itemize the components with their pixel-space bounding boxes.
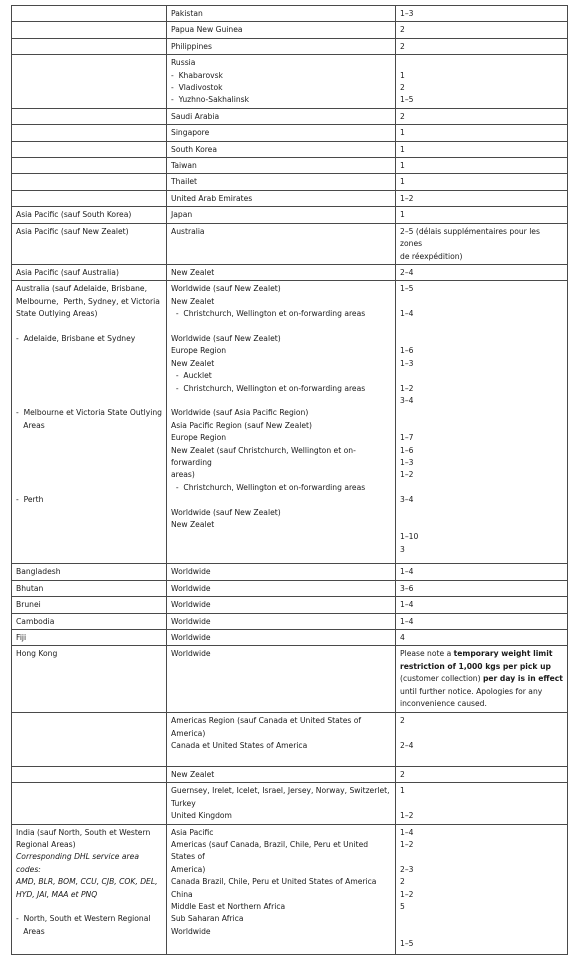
destination-cell <box>167 824 396 954</box>
transit-days-line: 1 <box>400 144 405 154</box>
destination-cell <box>167 613 396 629</box>
destination-cell <box>167 6 396 22</box>
origin-line: Hong Kong <box>16 649 58 659</box>
transit-days-line <box>400 333 563 345</box>
destination-cell <box>167 38 396 54</box>
table-row <box>12 783 568 824</box>
origin-cell <box>12 158 167 174</box>
notice-text: temporary weight limit restriction of 1,000 kgs per pick up <box>400 649 553 671</box>
transit-days-line: 1–5 <box>400 284 414 294</box>
origin-line <box>16 345 162 357</box>
origin-cell <box>12 125 167 141</box>
destination-line: Americas Region (sauf Canada et United States of America) <box>171 716 364 738</box>
destination-cell <box>167 190 396 206</box>
table-row <box>12 264 568 280</box>
destination-line: - Aucklet <box>171 371 212 381</box>
transit-days-line: 1–6 <box>400 445 414 455</box>
transit-days-cell <box>396 281 568 564</box>
transit-days-line: 2–5 (délais supplémentaires pour les zones <box>400 226 543 249</box>
weight-limit-notice <box>400 648 563 710</box>
transit-days-cell <box>396 55 568 109</box>
origin-line <box>16 444 162 456</box>
destination-cell <box>167 141 396 157</box>
transit-days-line: 3–4 <box>400 495 414 505</box>
destination-line: Australia <box>171 226 205 236</box>
transit-days-line: 2 <box>400 769 405 779</box>
origin-cell <box>12 613 167 629</box>
destination-cell <box>167 223 396 264</box>
transit-days-line: 1–4 <box>400 567 414 577</box>
transit-days-line <box>400 507 563 519</box>
transit-days-line <box>400 420 563 432</box>
transit-days-cell <box>396 108 568 124</box>
transit-days-line: 1–2 <box>400 193 414 203</box>
destination-line: New Zealet <box>171 358 215 368</box>
transit-days-line: 1–5 <box>400 95 414 105</box>
table-row <box>12 38 568 54</box>
origin-cell <box>12 564 167 580</box>
destination-cell <box>167 564 396 580</box>
transit-days-line <box>400 913 563 925</box>
transit-days-line <box>400 926 563 938</box>
destination-line: Papua New Guinea <box>171 25 243 35</box>
table-row <box>12 6 568 22</box>
transit-days-cell <box>396 141 568 157</box>
origin-line <box>16 482 162 494</box>
origin-cell <box>12 281 167 564</box>
transit-days-cell <box>396 613 568 629</box>
table-row <box>12 174 568 190</box>
transit-days-cell <box>396 597 568 613</box>
transit-days-cell <box>396 22 568 38</box>
destination-line <box>171 321 391 333</box>
origin-line <box>16 457 162 469</box>
destination-line: Russia <box>171 58 196 68</box>
table-row <box>12 646 568 713</box>
origin-note-line: AMD, BLR, BOM, CCU, CJB, COK, DEL, <box>16 877 158 887</box>
destination-line <box>171 494 391 506</box>
origin-line <box>16 383 162 395</box>
transit-days-line: 4 <box>400 632 405 642</box>
origin-cell <box>12 824 167 954</box>
destination-line: United Kingdom <box>171 811 232 821</box>
transit-days-line: 1–6 <box>400 346 414 356</box>
destination-cell <box>167 108 396 124</box>
destination-line: America) <box>171 864 206 874</box>
transit-days-line: 1–4 <box>400 600 414 610</box>
transit-days-line: 1–2 <box>400 811 414 821</box>
destination-line: Sub Saharan Africa <box>171 914 244 924</box>
destination-line: Asia Pacific <box>171 827 214 837</box>
origin-cell <box>12 55 167 109</box>
transit-days-line <box>400 296 563 308</box>
destination-line: Thailet <box>171 177 197 187</box>
destination-line: Middle East et Northern Africa <box>171 902 286 912</box>
transit-days-line: 1–3 <box>400 9 414 18</box>
destination-line: New Zealet <box>171 769 215 779</box>
table-row <box>12 597 568 613</box>
destination-line: Canada et United States of America <box>171 741 308 751</box>
transit-days-line: 1–7 <box>400 433 414 443</box>
transit-days-line <box>400 851 563 863</box>
transit-days-line: 2 <box>400 111 405 121</box>
transit-days-cell <box>396 264 568 280</box>
transit-days-line: 2 <box>400 716 405 726</box>
origin-note-line: HYD, JAI, MAA et PNQ <box>16 889 98 899</box>
origin-line: State Outlying Areas) <box>16 309 98 319</box>
transit-days-line: 3–6 <box>400 583 414 593</box>
origin-line: Bhutan <box>16 583 44 593</box>
destination-cell <box>167 174 396 190</box>
destination-line: Pakistan <box>171 9 203 18</box>
destination-cell <box>167 22 396 38</box>
destination-line: United Arab Emirates <box>171 193 253 203</box>
origin-line: Asia Pacific (sauf South Korea) <box>16 210 132 220</box>
origin-cell <box>12 264 167 280</box>
destination-line: Worldwide <box>171 649 211 659</box>
origin-cell <box>12 190 167 206</box>
destination-line: New Zealet <box>171 519 215 529</box>
destination-line: Asia Pacific Region (sauf New Zealet) <box>171 420 312 430</box>
destination-cell <box>167 783 396 824</box>
origin-line: Brunei <box>16 600 41 610</box>
origin-cell <box>12 108 167 124</box>
transit-days-line: 1–4 <box>400 827 414 837</box>
origin-line <box>16 321 162 333</box>
transit-days-cell <box>396 646 568 713</box>
transit-days-cell <box>396 564 568 580</box>
transit-days-line: 1 <box>400 161 405 171</box>
destination-line <box>171 531 391 543</box>
origin-line: Fiji <box>16 632 27 642</box>
transit-days-cell <box>396 766 568 782</box>
destination-line: Worldwide (sauf New Zealet) <box>171 507 281 517</box>
destination-line <box>171 544 391 556</box>
transit-days-line: 1–2 <box>400 889 414 899</box>
transit-days-cell <box>396 629 568 645</box>
destination-line: Worldwide <box>171 583 211 593</box>
transit-days-cell <box>396 6 568 22</box>
destination-line: Worldwide <box>171 632 211 642</box>
transit-days-line <box>400 321 563 333</box>
destination-line: - Khabarovsk <box>171 70 223 80</box>
destination-line: - Christchurch, Wellington et on-forwarding areas <box>171 482 366 492</box>
origin-cell <box>12 207 167 223</box>
origin-line <box>16 519 162 531</box>
destination-line: Philippines <box>171 41 212 51</box>
table-row <box>12 580 568 596</box>
origin-cell <box>12 141 167 157</box>
origin-line: - North, South et Western Regional <box>16 914 151 924</box>
transit-days-line: 1–10 <box>400 532 419 542</box>
destination-line: Worldwide <box>171 616 211 626</box>
table-row <box>12 223 568 264</box>
origin-cell <box>12 597 167 613</box>
origin-line <box>16 370 162 382</box>
destination-line: Worldwide <box>171 567 211 577</box>
table-body <box>12 6 568 955</box>
destination-line: Europe Region <box>171 433 227 443</box>
transit-days-line: 1–2 <box>400 839 414 849</box>
transit-times-table <box>11 5 568 955</box>
transit-days-line: 3 <box>400 544 405 554</box>
destination-line: Turkey <box>171 798 196 808</box>
destination-line: New Zealet <box>171 267 215 277</box>
destination-cell <box>167 766 396 782</box>
destination-line: Worldwide <box>171 600 211 610</box>
transit-days-line: de réexpédition) <box>400 251 463 261</box>
destination-line: New Zealet (sauf Christchurch, Wellington et on-forwarding <box>171 445 356 467</box>
destination-line: Worldwide (sauf New Zealet) <box>171 333 281 343</box>
origin-line: Australia (sauf Adelaide, Brisbane, <box>16 284 147 294</box>
origin-line <box>16 358 162 370</box>
destination-line: New Zealet <box>171 296 215 306</box>
transit-days-line: 2–4 <box>400 741 414 751</box>
origin-line: Bangladesh <box>16 567 61 577</box>
origin-cell <box>12 174 167 190</box>
origin-line: Asia Pacific (sauf Australia) <box>16 267 119 277</box>
table-row <box>12 190 568 206</box>
destination-cell <box>167 55 396 109</box>
destination-line: Europe Region <box>171 346 227 356</box>
origin-line: India (sauf North, South et Western <box>16 827 151 837</box>
table-row <box>12 141 568 157</box>
transit-days-line: 1 <box>400 128 405 138</box>
destination-line: China <box>171 889 193 899</box>
transit-days-line <box>400 370 563 382</box>
table-row <box>12 564 568 580</box>
origin-cell <box>12 629 167 645</box>
table-row <box>12 281 568 564</box>
origin-cell <box>12 580 167 596</box>
origin-cell <box>12 223 167 264</box>
table-row <box>12 629 568 645</box>
origin-line: Regional Areas) <box>16 839 76 849</box>
table-row <box>12 207 568 223</box>
transit-days-line: 1 <box>400 786 405 796</box>
transit-days-line: 1 <box>400 70 405 80</box>
destination-cell <box>167 713 396 767</box>
origin-line <box>16 506 162 518</box>
origin-line: - Melbourne et Victoria State Outlying <box>16 408 162 418</box>
destination-cell <box>167 597 396 613</box>
transit-days-line: 3–4 <box>400 395 414 405</box>
transit-days-line: 5 <box>400 902 405 911</box>
transit-days-line: 1 <box>400 210 405 220</box>
destination-cell <box>167 281 396 564</box>
destination-cell <box>167 264 396 280</box>
transit-days-cell <box>396 125 568 141</box>
origin-note-line: Corresponding DHL service area codes: <box>16 852 142 874</box>
transit-days-cell <box>396 38 568 54</box>
destination-cell <box>167 646 396 713</box>
origin-cell <box>12 6 167 22</box>
destination-line: - Yuzhno-Sakhalinsk <box>171 95 250 105</box>
transit-days-line: 1–2 <box>400 383 414 393</box>
transit-days-cell <box>396 824 568 954</box>
origin-cell <box>12 38 167 54</box>
origin-cell <box>12 646 167 713</box>
destination-line: Worldwide <box>171 926 211 936</box>
transit-days-line <box>400 57 563 69</box>
notice-text: (customer collection) <box>400 674 483 684</box>
transit-days-line: 1–3 <box>400 457 414 467</box>
origin-line: - Perth <box>16 495 44 505</box>
origin-cell <box>12 766 167 782</box>
table-row <box>12 158 568 174</box>
table-row <box>12 613 568 629</box>
transit-days-cell <box>396 223 568 264</box>
transit-days-line: 1–5 <box>400 939 414 949</box>
transit-days-line: 1–3 <box>400 358 414 368</box>
origin-line: Asia Pacific (sauf New Zealet) <box>16 226 129 236</box>
origin-line <box>16 432 162 444</box>
table-row <box>12 713 568 767</box>
destination-cell <box>167 207 396 223</box>
origin-line: Areas <box>16 926 45 936</box>
transit-days-line <box>400 798 563 810</box>
destination-line: - Christchurch, Wellington et on-forwarding areas <box>171 309 366 319</box>
origin-line <box>16 395 162 407</box>
origin-line <box>16 901 162 913</box>
transit-days-cell <box>396 174 568 190</box>
transit-days-line: 2 <box>400 25 405 35</box>
destination-line: Taiwan <box>171 161 197 171</box>
notice-text: Please note a <box>400 649 454 659</box>
destination-line: - Vladivostok <box>171 83 223 93</box>
destination-line: - Christchurch, Wellington et on-forwarding areas <box>171 383 366 393</box>
transit-days-line: 1–2 <box>400 470 414 480</box>
transit-days-line: 2–4 <box>400 267 414 277</box>
destination-cell <box>167 629 396 645</box>
destination-line: Japan <box>171 210 193 220</box>
destination-cell <box>167 125 396 141</box>
transit-days-cell <box>396 207 568 223</box>
transit-days-line <box>400 407 563 419</box>
destination-cell <box>167 158 396 174</box>
destination-line: Singapore <box>171 128 210 138</box>
transit-days-line: 2–3 <box>400 864 414 874</box>
destination-line: Guernsey, Irelet, Icelet, Israel, Jersey, Norway, Switzerlet, <box>171 786 390 796</box>
destination-cell <box>167 580 396 596</box>
table-row <box>12 22 568 38</box>
notice-text: per day is in effect <box>482 674 563 684</box>
destination-line: Worldwide (sauf Asia Pacific Region) <box>171 408 309 418</box>
transit-days-line: 1 <box>400 177 405 187</box>
destination-line <box>171 753 391 765</box>
transit-days-line: 1–4 <box>400 309 414 319</box>
origin-line <box>16 469 162 481</box>
transit-days-line <box>400 482 563 494</box>
transit-days-line <box>400 728 563 740</box>
transit-days-cell <box>396 190 568 206</box>
origin-line: Areas <box>16 420 45 430</box>
table-row <box>12 125 568 141</box>
destination-line: Saudi Arabia <box>171 111 220 121</box>
transit-days-cell <box>396 158 568 174</box>
transit-days-line: 2 <box>400 41 405 51</box>
origin-line <box>16 531 162 543</box>
transit-days-line <box>400 519 563 531</box>
transit-days-line: 1–4 <box>400 616 414 626</box>
origin-cell <box>12 22 167 38</box>
table-row <box>12 824 568 954</box>
destination-line: areas) <box>171 470 195 480</box>
table-row <box>12 766 568 782</box>
destination-line: Americas (sauf Canada, Brazil, Chile, Peru et United States of <box>171 839 371 862</box>
origin-cell <box>12 783 167 824</box>
destination-line: South Korea <box>171 144 218 154</box>
origin-line: - Adelaide, Brisbane et Sydney <box>16 333 136 343</box>
table-row <box>12 108 568 124</box>
origin-line: Cambodia <box>16 616 55 626</box>
origin-line: Melbourne, Perth, Sydney, et Victoria <box>16 296 160 306</box>
notice-text: until further notice. Apologies for any inconvenience caused. <box>400 686 543 708</box>
destination-line: Worldwide (sauf New Zealet) <box>171 284 281 294</box>
transit-days-line: 2 <box>400 83 405 93</box>
destination-line: Canada Brazil, Chile, Peru et United States of America <box>171 877 377 887</box>
transit-days-line: 2 <box>400 877 405 887</box>
transit-days-cell <box>396 580 568 596</box>
transit-days-cell <box>396 783 568 824</box>
origin-cell <box>12 713 167 767</box>
destination-line <box>171 395 391 407</box>
transit-days-cell <box>396 713 568 767</box>
table-row <box>12 55 568 109</box>
